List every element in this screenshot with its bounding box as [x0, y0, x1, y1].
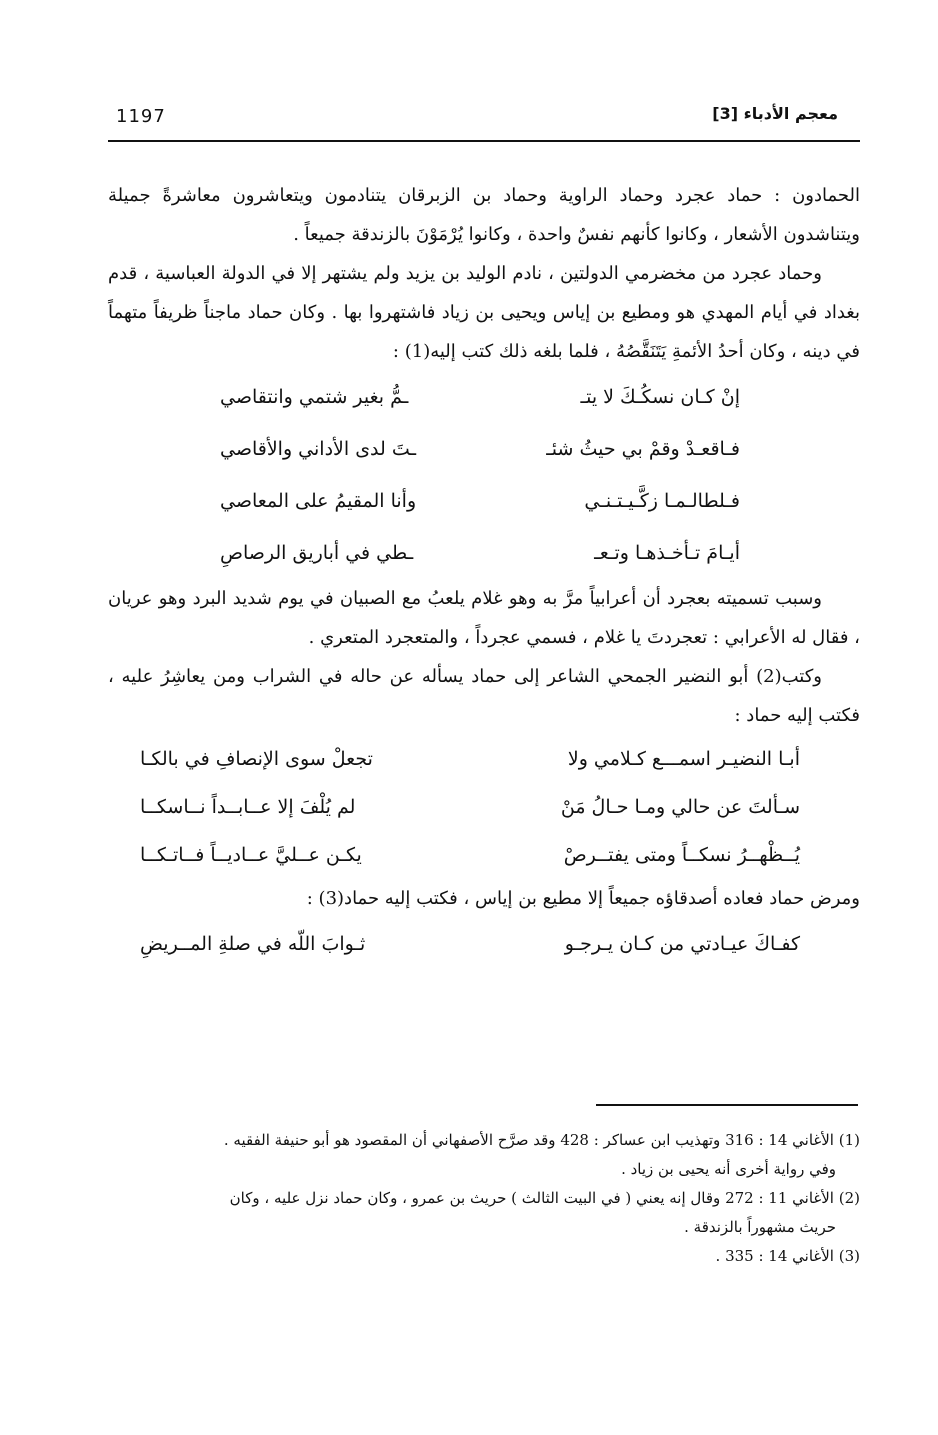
footnote-rule: [596, 1104, 858, 1106]
poem: [108, 735, 860, 879]
verse-line: [220, 527, 740, 579]
main-text: [108, 176, 860, 970]
footnote: (1) الأغاني 14 : 316 وتهذيب ابن عساكر : 428 وقد صرَّح الأصفهاني أن المقصود هو أبو حنيفة الفقيه .: [223, 1131, 860, 1149]
verse-first-hemistich: أيـامَ تـأخـذهـا وتـعـ: [594, 542, 740, 564]
footnote-continuation: حريث مشهوراً بالزندقة .: [684, 1218, 836, 1236]
verse-line: [140, 735, 800, 783]
paragraph: الحمادون : حماد عجرد وحماد الراوية وحماد بن الزبرقان يتنادمون ويتعاشرون معاشرةً جميلة ويتناشدون الأشعار ، وكانوا كأنهم نفسٌ واحدة ، وكانوا يُرْمَوْنَ بالزندقة جميعاً .: [108, 185, 860, 245]
paragraph: وكتب(2) أبو النضير الجمحي الشاعر إلى حماد يسأله عن حاله في الشراب ومن يعاشِرُ عليه ، فكتب إليه حماد :: [108, 666, 860, 726]
paragraph: وحماد عجرد من مخضرمي الدولتين ، نادم الوليد بن يزيد ولم يشتهر إلا في الدولة العباسية ، قدم بغداد في أيام المهدي هو ومطيع بن إياس ويحيى بن زياد فاشتهروا بها . وكان حماد ماجناً ظريفاً متهماً في دينه ، وكان أحدُ الأئمةِ يَتَنَقَّصُهُ ، فلما بلغه ذلك كتب إليه(1) :: [108, 263, 860, 362]
verse-second-hemistich: لم يُلْفَ إلا عــابــداً نــاسكــا: [140, 796, 356, 818]
verse-first-hemistich: إنْ كـان نسكُـكَ لا يتـ: [580, 386, 740, 408]
verse-first-hemistich: كفـاكَ عيـادتي من كـان يـرجـو: [564, 933, 800, 955]
paragraph: وسبب تسميته بعجرد أن أعرابياً مرَّ به وهو غلام يلعبُ مع الصبيان في يوم شديد البرد وهو عريان ، فقال له الأعرابي : تعجردتَ يا غلام ، فسمي عجرداً ، والمتعجرد المتعري .: [108, 588, 860, 648]
footnotes: [108, 1126, 860, 1271]
verse-second-hemistich: ـطي في أباريق الرصاصِ: [220, 542, 414, 564]
poem: [108, 371, 860, 579]
header-rule: [108, 140, 860, 142]
verse-line: [220, 371, 740, 423]
paragraph: ومرض حماد فعاده أصدقاؤه جميعاً إلا مطيع بن إياس ، فكتب إليه حماد(3) :: [306, 888, 860, 909]
verse-line: [140, 918, 800, 970]
verse-second-hemistich: تجعلْ سوى الإنصافِ في بالكـا: [140, 748, 373, 770]
verse-line: [220, 423, 740, 475]
verse-first-hemistich: أبـا النضيـر اسمـــع كـلامي ولا: [567, 748, 800, 770]
poem: [108, 918, 860, 970]
verse-first-hemistich: يُــظْهــرُ نسكــاً ومتى يفتــرصْ: [563, 844, 800, 866]
verse-first-hemistich: فـلطالـمـا زكَّـيـتـنـي: [584, 490, 740, 512]
verse-second-hemistich: وأنا المقيمُ على المعاصي: [220, 490, 417, 512]
verse-line: [140, 783, 800, 831]
running-title: معجم الأدباء [3]: [712, 104, 838, 123]
footnote: (2) الأغاني 11 : 272 وقال إنه يعني ( في البيت الثالث ) حريث بن عمرو ، وكان حماد نزل عليه ، وكان: [229, 1189, 860, 1207]
verse-second-hemistich: ـمُّ بغير شتمي وانتقاصي: [220, 386, 409, 408]
verse-line: [140, 831, 800, 879]
footnote: (3) الأغاني 14 : 335 .: [715, 1247, 860, 1265]
verse-second-hemistich: ثـوابَ اللّه في صلةِ المــريضِ: [140, 933, 366, 955]
verse-second-hemistich: ـتَ لدى الأداني والأقاصي: [220, 438, 417, 460]
verse-first-hemistich: سـألتَ عن حالي ومـا حـالُ مَنْ: [560, 796, 800, 818]
footnote-continuation: وفي رواية أخرى أنه يحيى بن زياد .: [621, 1160, 836, 1178]
verse-line: [220, 475, 740, 527]
verse-second-hemistich: يكـن عــليَّ عــاديــاً فــاتـكــا: [140, 844, 362, 866]
page-number: 1197: [116, 106, 166, 127]
verse-first-hemistich: فـاقعـدْ وقمْ بي حيثُ شئـ: [546, 438, 740, 460]
